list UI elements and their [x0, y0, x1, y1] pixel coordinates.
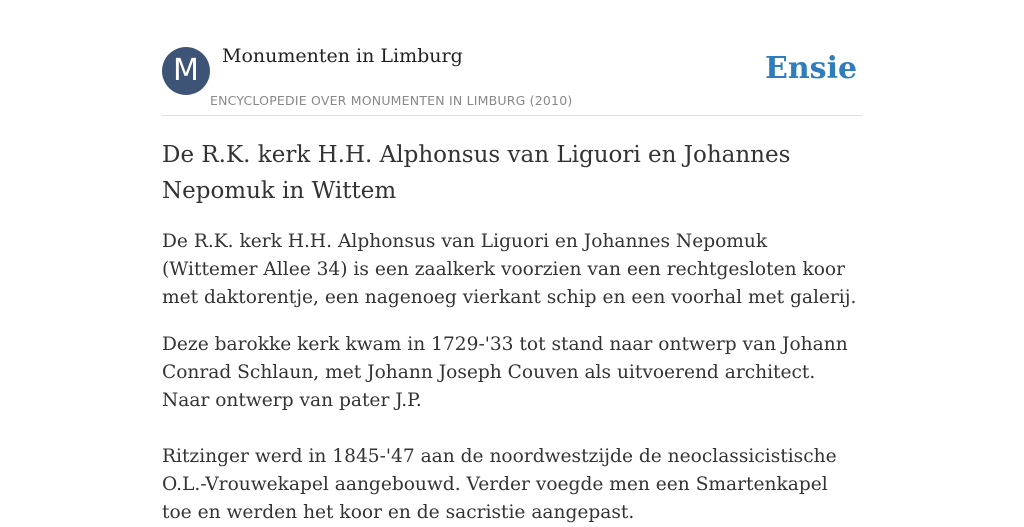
article-paragraph: Ritzinger werd in 1845-'47 aan de noordwestzijde de neoclassicistische O.L.-Vrouwekapel aangebouwd. Verder voegde men een Smartenkapel toe en werden het koor en de sacristie aangepast. — [162, 446, 837, 523]
avatar[interactable]: M — [162, 47, 210, 95]
header-divider — [162, 115, 862, 116]
article-title: De R.K. kerk H.H. Alphonsus van Liguori en Johannes Nepomuk in Wittem — [162, 142, 791, 204]
brand-logo[interactable]: Ensie — [765, 51, 858, 86]
site-subtitle: ENCYCLOPEDIE OVER MONUMENTEN IN LIMBURG (2010) — [210, 93, 573, 108]
article-paragraph: De R.K. kerk H.H. Alphonsus van Liguori en Johannes Nepomuk (Wittemer Allee 34) is een zaalkerk voorzien van een rechtgesloten koor met daktorentje, een nagenoeg vierkant schip en een voorhal met galerij. — [162, 231, 857, 308]
article-paragraph: Deze barokke kerk kwam in 1729-'33 tot stand naar ontwerp van Johann Conrad Schlaun, met Johann Joseph Couven als uitvoerend architect. Naar ontwerp van pater J.P. — [162, 334, 848, 411]
site-title[interactable]: Monumenten in Limburg — [222, 45, 463, 67]
